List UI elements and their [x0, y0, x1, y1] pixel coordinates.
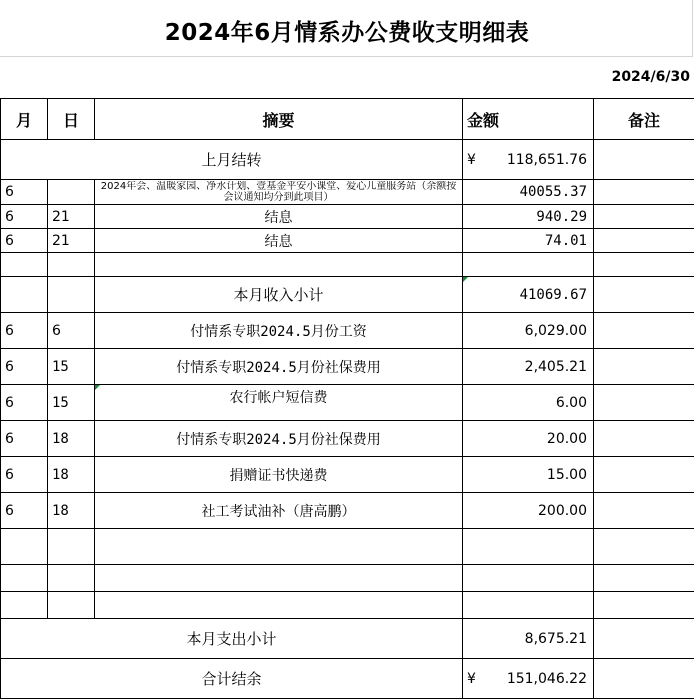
amount-cell: 200.00 [463, 493, 594, 529]
ledger-table [0, 98, 694, 699]
note-cell [594, 349, 694, 385]
carry-over-amount-cell [463, 140, 594, 180]
table-row [1, 205, 694, 229]
header-amount: 金额 [463, 99, 594, 140]
summary-cell: 付情系专职2024.5月份社保费用 [95, 421, 463, 457]
summary-cell: 捐赠证书快递费 [95, 457, 463, 493]
note-cell [594, 457, 694, 493]
amount-cell: 6.00 [463, 385, 594, 421]
table-row [1, 180, 694, 205]
amount-cell: 74.01 [463, 229, 594, 253]
table-row [1, 421, 694, 457]
note-cell [594, 205, 694, 229]
table-row [1, 385, 694, 421]
expense-subtotal-row [1, 619, 694, 659]
day-cell: 21 [48, 205, 95, 229]
day-cell [48, 180, 95, 205]
header-month: 月 [1, 99, 48, 140]
header-row [1, 99, 694, 140]
day-cell: 18 [48, 421, 95, 457]
summary-text: 2024年会、温暖家园、净水计划、壹基金平安小课堂、爱心儿童服务站（余额按会议通知均分到此项目） [95, 181, 462, 203]
month-cell: 6 [1, 457, 48, 493]
summary-cell: 结息 [95, 205, 463, 229]
summary-cell [95, 180, 463, 205]
note-cell [594, 421, 694, 457]
empty-row [1, 253, 694, 277]
table-row [1, 229, 694, 253]
note-cell [594, 277, 694, 313]
header-day: 日 [48, 99, 95, 140]
empty-row [1, 529, 694, 565]
month-cell: 6 [1, 205, 48, 229]
amount-cell: 6,029.00 [463, 313, 594, 349]
income-subtotal-label: 本月收入小计 [95, 277, 463, 313]
total-label: 合计结余 [1, 659, 463, 699]
amount-cell: 940.29 [463, 205, 594, 229]
summary-cell: 农行帐户短信费 [95, 385, 463, 421]
summary-cell: 社工考试油补（唐高鹏） [95, 493, 463, 529]
total-amount-cell [463, 659, 594, 699]
note-cell [594, 140, 694, 180]
table-row [1, 493, 694, 529]
month-cell: 6 [1, 493, 48, 529]
currency-symbol: ¥ [467, 671, 476, 687]
empty-row [1, 565, 694, 592]
month-cell: 6 [1, 421, 48, 457]
summary-cell: 付情系专职2024.5月份社保费用 [95, 349, 463, 385]
header-summary: 摘要 [95, 99, 463, 140]
note-cell [594, 313, 694, 349]
carry-over-row [1, 140, 694, 180]
month-cell: 6 [1, 313, 48, 349]
note-cell [594, 180, 694, 205]
month-cell: 6 [1, 229, 48, 253]
note-cell [594, 229, 694, 253]
day-cell: 18 [48, 493, 95, 529]
amount-cell: 2,405.21 [463, 349, 594, 385]
summary-cell: 结息 [95, 229, 463, 253]
report-date: 2024/6/30 [612, 69, 690, 85]
amount-cell: 40055.37 [463, 180, 594, 205]
table-row [1, 313, 694, 349]
day-cell: 15 [48, 349, 95, 385]
total-amount: 151,046.22 [507, 671, 587, 687]
income-subtotal-row [1, 277, 694, 313]
carry-over-label: 上月结转 [1, 140, 463, 180]
date-row [0, 57, 694, 97]
carry-over-amount: 118,651.76 [507, 152, 587, 168]
amount-cell: 20.00 [463, 421, 594, 457]
day-cell: 18 [48, 457, 95, 493]
currency-symbol: ¥ [467, 152, 476, 168]
sheet-title: 2024年6月情系办公费收支明细表 [0, 14, 694, 47]
month-cell: 6 [1, 349, 48, 385]
expense-subtotal-amount: 8,675.21 [463, 619, 594, 659]
empty-row [1, 592, 694, 619]
amount-cell: 15.00 [463, 457, 594, 493]
summary-cell: 付情系专职2024.5月份工资 [95, 313, 463, 349]
header-note: 备注 [594, 99, 694, 140]
expense-subtotal-label: 本月支出小计 [1, 619, 463, 659]
table-row [1, 349, 694, 385]
note-cell [594, 659, 694, 699]
day-cell: 6 [48, 313, 95, 349]
income-subtotal-amount: 41069.67 [463, 277, 594, 313]
table-row [1, 457, 694, 493]
note-cell [594, 493, 694, 529]
month-cell: 6 [1, 385, 48, 421]
note-cell [594, 619, 694, 659]
day-cell: 21 [48, 229, 95, 253]
month-cell: 6 [1, 180, 48, 205]
day-cell: 15 [48, 385, 95, 421]
note-cell [594, 385, 694, 421]
total-row [1, 659, 694, 699]
